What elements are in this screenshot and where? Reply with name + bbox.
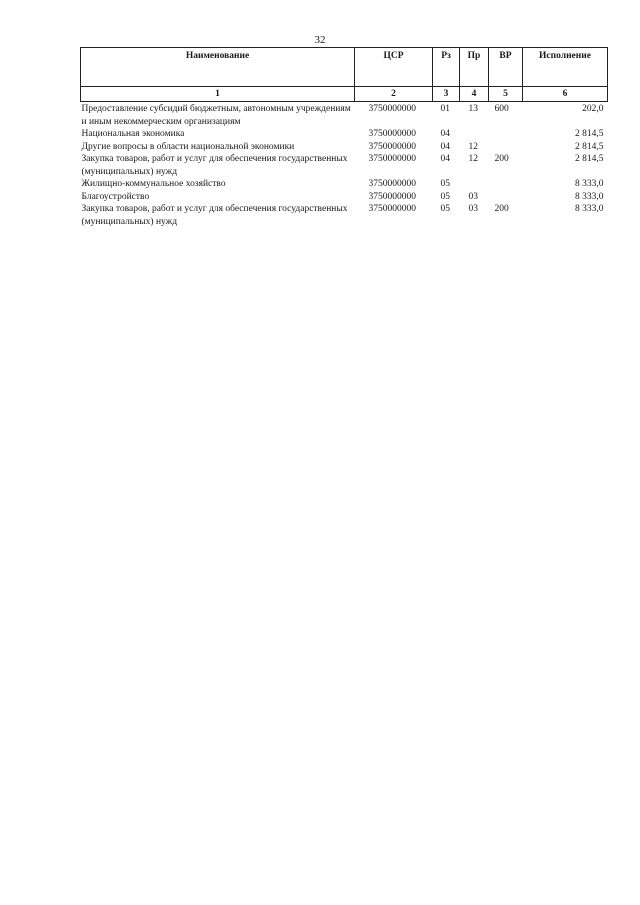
cell-vr [489, 141, 523, 154]
table-row [81, 203, 608, 228]
cell-rz: 04 [440, 129, 450, 139]
table-row [81, 153, 608, 178]
cell-vr: 200 [494, 154, 509, 164]
table-header [81, 48, 608, 102]
header-number: 6 [523, 87, 608, 102]
cell-vr: 200 [494, 204, 509, 214]
cell-exec: 8 333,0 [575, 179, 604, 189]
header-exec: Исполнение [523, 48, 608, 87]
cell-pr [460, 178, 489, 191]
header-pr: Пр [460, 48, 489, 87]
cell-rz: 05 [440, 204, 450, 214]
cell-name: Предоставление субсидий бюджетным, автономным учреждениям и иным некоммерческим организациям [81, 104, 351, 127]
cell-rz: 05 [440, 179, 450, 189]
cell-vr [489, 128, 523, 141]
header-number: 3 [433, 87, 460, 102]
cell-vr [489, 191, 523, 204]
cell-vr: 600 [494, 104, 509, 114]
cell-exec: 8 333,0 [575, 191, 604, 202]
page-number: 32 [314, 34, 326, 46]
table-row [81, 141, 608, 154]
cell-name: Национальная экономика [81, 129, 185, 139]
cell-name: Благоустройство [81, 191, 150, 202]
cell-csr: 3750000000 [368, 204, 416, 214]
cell-pr: 12 [468, 141, 478, 152]
cell-rz: 04 [440, 154, 450, 164]
cell-csr: 3750000000 [368, 104, 416, 114]
cell-name: Жилищно-коммунальное хозяйство [81, 179, 226, 189]
header-number: 1 [81, 87, 355, 102]
cell-rz: 05 [440, 191, 450, 202]
header-number: 5 [489, 87, 523, 102]
header-numbers-row [81, 87, 608, 102]
cell-pr: 03 [468, 191, 478, 202]
cell-pr: 03 [468, 204, 478, 214]
cell-rz: 01 [440, 104, 450, 114]
header-number: 4 [460, 87, 489, 102]
cell-csr: 3750000000 [368, 129, 416, 139]
table-body [81, 102, 608, 229]
cell-exec: 8 333,0 [575, 204, 604, 214]
cell-csr: 3750000000 [368, 154, 416, 164]
table-row [81, 191, 608, 204]
header-number: 2 [355, 87, 433, 102]
cell-name: Закупка товаров, работ и услуг для обеспечения государственных (муниципальных) нужд [81, 154, 348, 177]
table-row [81, 102, 608, 129]
cell-rz: 04 [440, 141, 450, 152]
cell-pr: 13 [468, 104, 478, 114]
cell-exec: 2 814,5 [575, 129, 604, 139]
cell-csr: 3750000000 [368, 179, 416, 189]
cell-name: Закупка товаров, работ и услуг для обеспечения государственных (муниципальных) нужд [81, 204, 348, 227]
cell-exec: 202,0 [582, 104, 604, 114]
cell-exec: 2 814,5 [575, 141, 604, 152]
table-row [81, 128, 608, 141]
cell-vr [489, 178, 523, 191]
header-name: Наименование [81, 48, 355, 87]
cell-pr: 12 [468, 154, 478, 164]
cell-pr [460, 128, 489, 141]
header-vr: ВР [489, 48, 523, 87]
header-csr: ЦСР [355, 48, 433, 87]
budget-execution-table [80, 47, 608, 228]
cell-name: Другие вопросы в области национальной экономики [81, 141, 295, 152]
cell-exec: 2 814,5 [575, 154, 604, 164]
header-rz: Рз [433, 48, 460, 87]
cell-csr: 3750000000 [368, 141, 416, 152]
table-row [81, 178, 608, 191]
cell-csr: 3750000000 [368, 191, 416, 202]
